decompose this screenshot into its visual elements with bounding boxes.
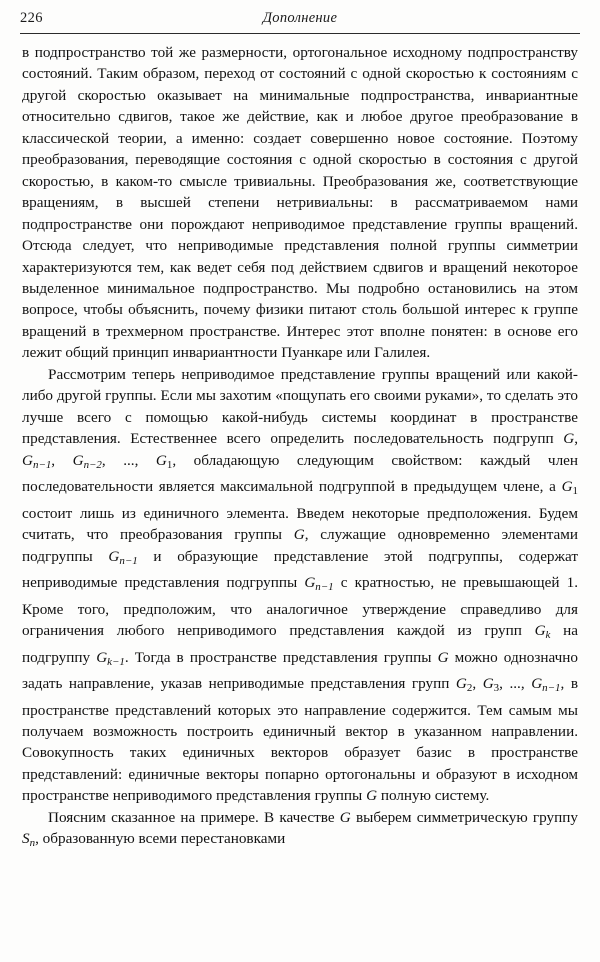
paragraph-2-fragment-5: , обладающую следующим свойством: каждый член последовательности является максимальной подгруппой в предыдущем члене, а bbox=[22, 451, 579, 496]
page-header bbox=[20, 10, 580, 34]
paragraph-2-fragment-12: можно однозначно задать направление, указав неприводимые представления групп bbox=[22, 648, 579, 693]
symbol-G-n-minus-1-fourth: G bbox=[531, 675, 543, 693]
symbol-G-1-second: G bbox=[561, 478, 573, 496]
symbol-G-n-minus-2: G bbox=[72, 451, 84, 469]
subscript-1: 1 bbox=[166, 458, 173, 471]
paragraph-2-fragment-4: , ..., bbox=[101, 451, 139, 469]
paragraph-2-fragment-3: , bbox=[51, 451, 56, 469]
paragraph-2-fragment-10: на подгруппу bbox=[22, 622, 578, 666]
paragraph-2-fragment-2: , bbox=[574, 430, 578, 448]
paragraph-2-fragment-8: и образующие представление этой подгруппы, содержат неприводимые представления подгруппы bbox=[22, 547, 579, 592]
body-text bbox=[22, 42, 578, 855]
subscript-2: 2 bbox=[466, 682, 473, 695]
symbol-G-fifth: G bbox=[339, 808, 351, 826]
subscript-k: k bbox=[545, 629, 551, 642]
symbol-G-n-minus-1: G bbox=[22, 451, 33, 469]
paragraph-2 bbox=[22, 364, 578, 807]
paragraph-2-fragment-1: Рассмотрим теперь неприводимое представление группы вращений или какой-либо другой группы. Если мы захотим «пощупать его своими руками», то сделать это лучше всего с помощью какой-нибудь системы координат в пространстве представления. Естественнее всего определить последовательность подгрупп bbox=[22, 365, 578, 448]
symbol-G: G bbox=[563, 430, 575, 448]
symbol-G-1: G bbox=[155, 451, 167, 469]
symbol-G-n-minus-1-third: G bbox=[304, 574, 316, 592]
paragraph-1-text: в подпространство той же размерности, ортогональное исходному подпространству состояний. Таким образом, переход от состояний с одной скоростью к состояниям с другой скоростью оказывает на минимальные подпространства, инвариантные относительно сдвигов, такое же действие, как и любое другое преобразование в классической теории, а именно: создает совершенно новое состояние. Поэтому преобразования, переводящие состояния с одной скоростью в состояния с другой скоростью, в каком-то смысле тривиальны. Преобразования же, соответствующие вращениям, в высшей степени нетривиальны: в рассматриваемом нами подпространстве они порождают неприводимое представление группы вращений. Отсюда следует, что неприводимые представления полной группы симметрии характеризуются тем, как ведет себя под действием сдвигов и вращений некоторое выделенное минимальное подпространство. Мы подробно остановились на этом вопросе, чтобы объяснить, почему физики питают столь большой интерес к группе вращений в трехмерном пространстве. Интерес этот вполне понятен: в основе его лежит общий принцип инвариантности Пуанкаре или Галилея. bbox=[22, 44, 578, 362]
subscript-n-minus-1-second: n−1 bbox=[119, 554, 138, 567]
paragraph-1 bbox=[22, 42, 578, 364]
paragraph-2-fragment-6: состоит лишь из единичного элемента. Введем некоторые предположения. Будем считать, что преобразования группы bbox=[22, 504, 578, 544]
subscript-n-minus-2: n−2 bbox=[83, 458, 102, 471]
subscript-n-minus-1-third: n−1 bbox=[315, 581, 334, 594]
subscript-n: n bbox=[29, 837, 36, 850]
running-title: Дополнение bbox=[262, 10, 338, 26]
symbol-G-3: G bbox=[482, 675, 494, 693]
header-rule bbox=[20, 33, 580, 34]
symbol-G-second: G bbox=[293, 526, 305, 544]
symbol-G-k: G bbox=[534, 622, 546, 640]
paragraph-3-text-before: Поясним сказанное на примере. В качестве bbox=[48, 808, 340, 826]
symbol-G-2: G bbox=[455, 675, 467, 693]
paragraph-3-text-after: выберем симметрическую группу bbox=[350, 808, 578, 826]
paragraph-2-fragment-11: . Тогда в пространстве представления группы bbox=[124, 648, 432, 666]
paragraph-2-fragment-13: , bbox=[472, 675, 477, 693]
paragraph-2-fragment-7: , служащие одновременно элементами подгруппы bbox=[22, 526, 579, 565]
paragraph-3-text-tail: , образованную всеми перестановками bbox=[35, 830, 286, 848]
paragraph-2-fragment-15: , в пространстве представлений которых это направление содержится. Тем самым мы получаем возможность построить единичный вектор в указанном направлении. Совокупность таких единичных векторов образует базис в пространстве представлений: единичные векторы попарно ортогональны и образуют в исходном пространстве неприводимого представления группы bbox=[22, 675, 579, 805]
subscript-n-minus-1: n−1 bbox=[32, 458, 52, 471]
paragraph-2-fragment-16: полную систему. bbox=[380, 787, 490, 805]
subscript-n-minus-1-fourth: n−1 bbox=[542, 682, 561, 695]
paragraph-3 bbox=[22, 807, 578, 855]
symbol-S-n: S bbox=[22, 830, 30, 848]
symbol-G-k-minus-1: G bbox=[96, 648, 108, 666]
symbol-G-fourth: G bbox=[366, 787, 378, 805]
page-number: 226 bbox=[20, 10, 43, 26]
symbol-G-n-minus-1-second: G bbox=[108, 547, 120, 565]
subscript-k-minus-1: k−1 bbox=[107, 655, 125, 668]
symbol-G-third: G bbox=[437, 648, 449, 666]
subscript-3: 3 bbox=[493, 682, 500, 695]
paragraph-2-fragment-14: , ..., bbox=[499, 675, 525, 693]
paragraph-2-fragment-9: с кратностью, не превышающей 1. Кроме того, предположим, что аналогичное утверждение справедливо для ограничения любого неприводимого представления каждой из групп bbox=[22, 574, 579, 640]
subscript-1-second: 1 bbox=[572, 485, 578, 498]
